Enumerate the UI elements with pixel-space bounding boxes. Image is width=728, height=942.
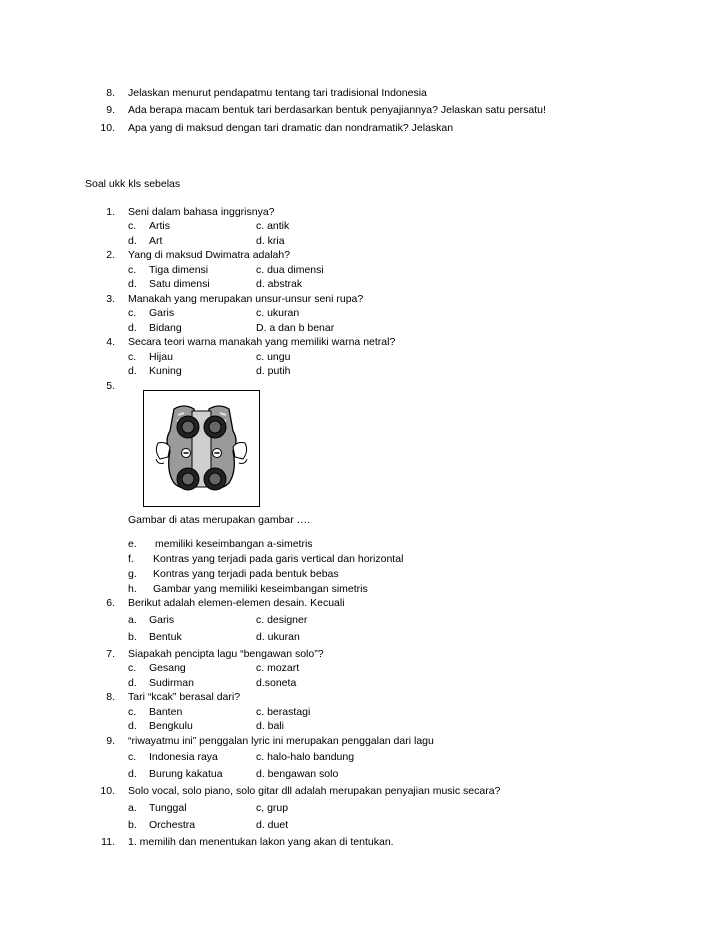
section-title: Soal ukk kls sebelas (85, 178, 181, 190)
option-letter: b. (128, 631, 137, 643)
option-letter: b. (128, 819, 137, 831)
question-number: 2. (106, 249, 115, 261)
option-text: c. berastagi (256, 706, 311, 718)
question-number: 3. (106, 293, 115, 305)
option-text: Orchestra (149, 819, 196, 831)
option-letter: c. (128, 220, 137, 232)
option-text: Indonesia raya (149, 751, 218, 763)
option-text: Kuning (149, 365, 182, 377)
option-text: c. mozart (256, 662, 300, 674)
option-text: Art (149, 235, 163, 247)
option-letter: g. (128, 568, 137, 580)
option-text: Kontras yang terjadi pada garis vertical dan horizontal (153, 553, 404, 565)
option-text: Gesang (149, 662, 186, 674)
question-text: Berikut adalah elemen-elemen desain. Kecuali (128, 597, 345, 609)
option-text: memiliki keseimbangan a-simetris (155, 538, 313, 550)
question-number: 5. (106, 380, 115, 392)
option-text: d.soneta (256, 677, 297, 689)
option-text: d. kria (256, 235, 285, 247)
question-text: Yang di maksud Dwimatra adalah? (128, 249, 291, 261)
option-letter: d. (128, 720, 137, 732)
option-text: Artis (149, 220, 170, 232)
option-text: Gambar yang memiliki keseimbangan simetris (153, 583, 368, 595)
question-number: 9. (106, 735, 115, 747)
option-letter: c. (128, 307, 137, 319)
question-number: 11. (101, 836, 115, 848)
option-text: Bentuk (149, 631, 182, 643)
option-text: d. abstrak (256, 278, 303, 290)
option-letter: c. (128, 706, 137, 718)
question-number: 6. (106, 597, 115, 609)
question-number: 10. (100, 785, 115, 797)
question-text: Manakah yang merupakan unsur-unsur seni rupa? (128, 293, 364, 305)
question-text: Secara teori warna manakah yang memiliki warna netral? (128, 336, 396, 348)
question-number: 1. (106, 206, 115, 218)
question-number: 4. (106, 336, 115, 348)
option-text: Bengkulu (149, 720, 193, 732)
option-letter: f. (128, 553, 134, 565)
option-letter: c. (128, 751, 137, 763)
question-number: 10. (100, 122, 115, 134)
option-text: d. duet (256, 819, 289, 831)
option-text: Burung kakatua (149, 768, 223, 780)
option-text: Tiga dimensi (149, 264, 209, 276)
question-number: 8. (106, 691, 115, 703)
question-text: Seni dalam bahasa inggrisnya? (128, 206, 275, 218)
question-text: “riwayatmu ini” penggalan lyric ini merupakan penggalan dari lagu (128, 735, 434, 747)
option-text: Garis (149, 614, 175, 626)
option-text: c. ungu (256, 351, 291, 363)
symmetry-figure (143, 390, 260, 507)
option-text: d. putih (256, 365, 291, 377)
question-text: 1. memilih dan menentukan lakon yang akan di tentukan. (128, 836, 394, 848)
question-number: 9. (106, 104, 115, 116)
option-text: Sudirman (149, 677, 194, 689)
figure-caption: Gambar di atas merupakan gambar …. (128, 514, 311, 526)
option-text: Tunggal (149, 802, 187, 814)
question-number: 7. (106, 648, 115, 660)
option-text: Satu dimensi (149, 278, 210, 290)
option-letter: h. (128, 583, 137, 595)
option-letter: d. (128, 278, 137, 290)
option-text: d. ukuran (256, 631, 300, 643)
option-text: Garis (149, 307, 175, 319)
question-text: Ada berapa macam bentuk tari berdasarkan bentuk penyajiannya? Jelaskan satu persatu! (128, 104, 546, 116)
question-text: Solo vocal, solo piano, solo gitar dll adalah merupakan penyajian music secara? (128, 785, 501, 797)
question-number: 8. (106, 87, 115, 99)
option-text: c. ukuran (256, 307, 300, 319)
option-letter: d. (128, 768, 137, 780)
option-text: c. dua dimensi (256, 264, 324, 276)
question-text: Tari “kcak” berasal dari? (128, 691, 241, 703)
option-letter: a. (128, 802, 137, 814)
option-letter: c. (128, 264, 137, 276)
option-letter: d. (128, 235, 137, 247)
option-text: D. a dan b benar (256, 322, 335, 334)
option-text: Banten (149, 706, 183, 718)
option-letter: e. (128, 538, 137, 550)
option-letter: c. (128, 351, 137, 363)
option-text: c. halo-halo bandung (256, 751, 355, 763)
option-letter: d. (128, 322, 137, 334)
option-text: d. bali (256, 720, 285, 732)
option-letter: d. (128, 677, 137, 689)
option-text: c, grup (256, 802, 289, 814)
option-letter: a. (128, 614, 137, 626)
symmetric-machine-illustration (144, 391, 259, 506)
question-text: Apa yang di maksud dengan tari dramatic dan nondramatik? Jelaskan (128, 122, 454, 134)
option-letter: c. (128, 662, 137, 674)
option-letter: d. (128, 365, 137, 377)
option-text: Kontras yang terjadi pada bentuk bebas (153, 568, 339, 580)
question-text: Jelaskan menurut pendapatmu tentang tari tradisional Indonesia (128, 87, 427, 99)
option-text: Hijau (149, 351, 173, 363)
option-text: c. designer (256, 614, 308, 626)
question-text: Siapakah pencipta lagu “bengawan solo”? (128, 648, 324, 660)
option-text: c. antik (256, 220, 290, 232)
option-text: Bidang (149, 322, 182, 334)
option-text: d. bengawan solo (256, 768, 339, 780)
